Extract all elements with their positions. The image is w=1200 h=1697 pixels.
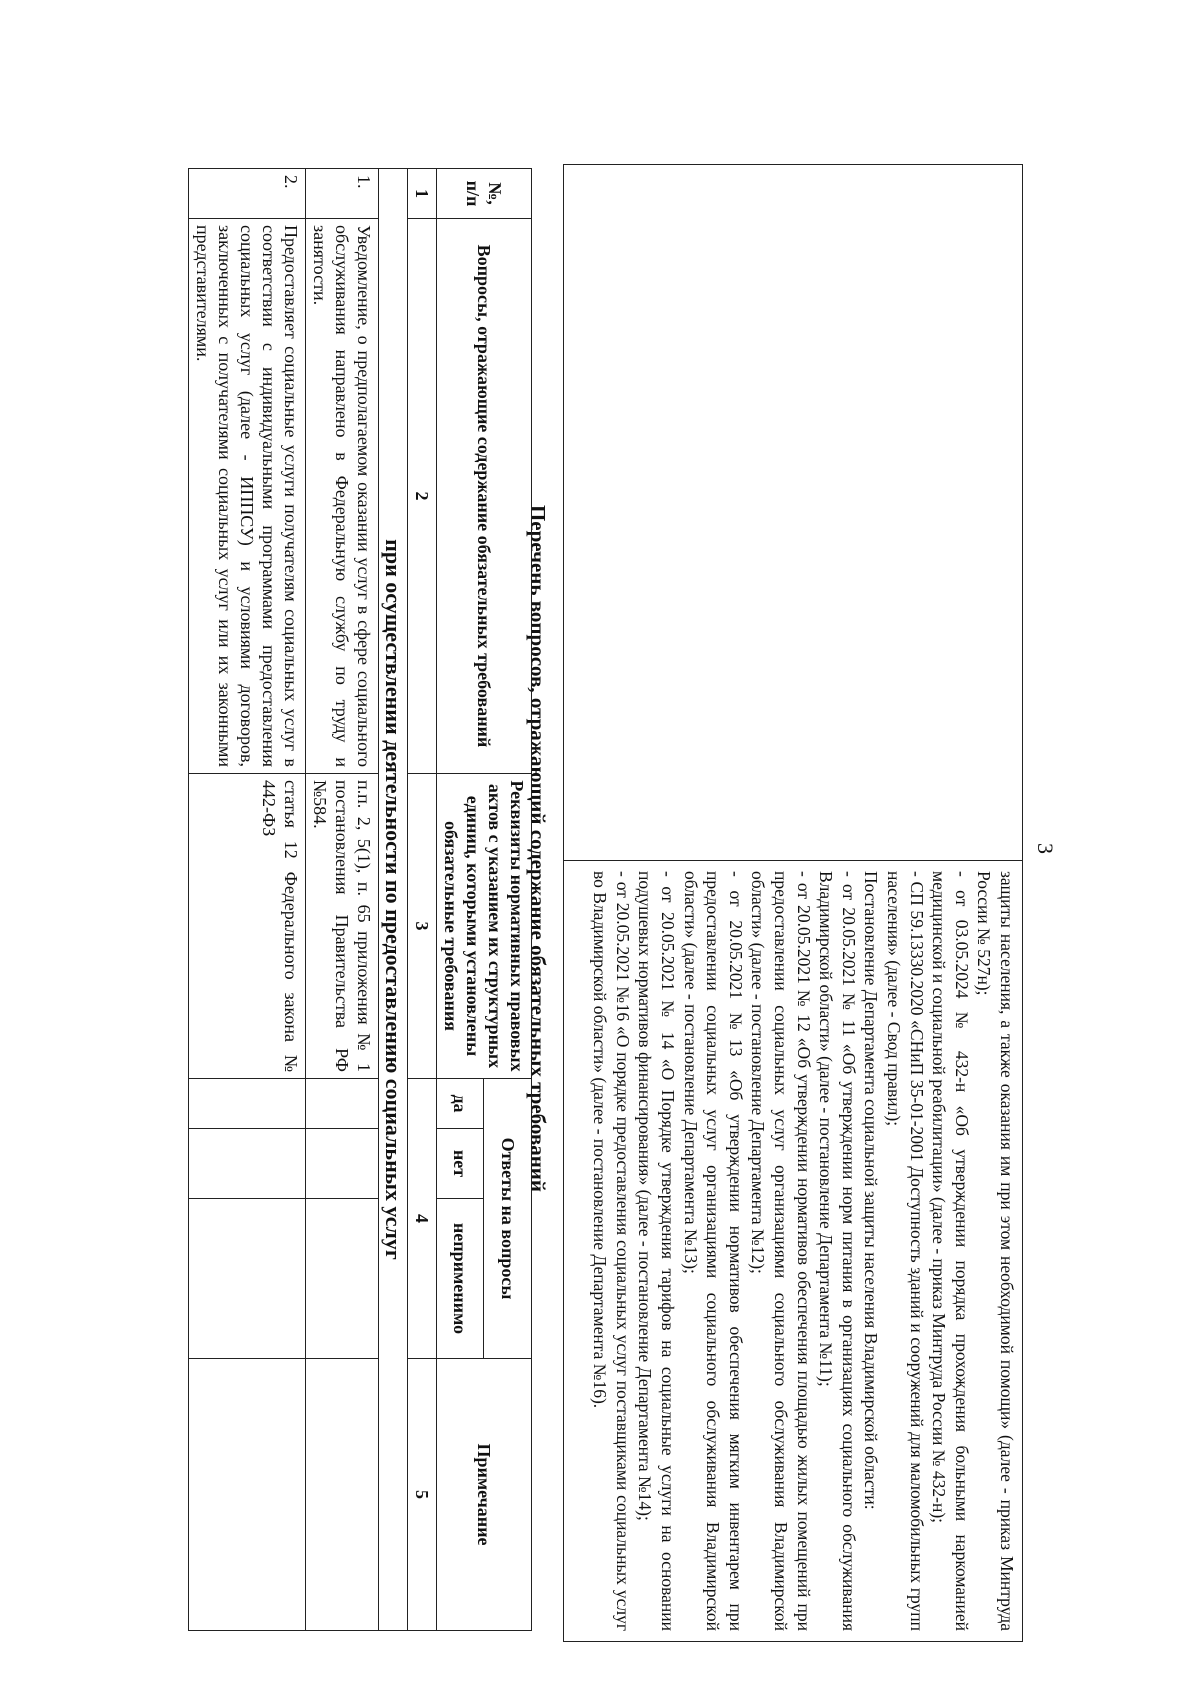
page-number: 3: [1033, 843, 1058, 854]
continuation-text-cell: [564, 861, 1022, 1641]
document-title: Перечень вопросов, отражающий содержание обязательных требований: [526, 504, 550, 1193]
header-yes: да: [437, 1079, 485, 1129]
continuation-line: - от 20.05.2021 № 12 «Об утверждении нормативов обеспечения площадью жилых помещений при предоставлении социальных услуг организациями социального обслуживания Владимирской области» (далее - постановление Департамента №12);: [748, 871, 814, 1631]
row-num: 2.: [189, 169, 306, 219]
note-cell[interactable]: [306, 1359, 379, 1631]
header-answers: Ответы на вопросы: [484, 1079, 532, 1359]
table-row: [189, 169, 306, 1631]
header-no: нет: [437, 1129, 485, 1199]
answer-na-cell[interactable]: [306, 1199, 379, 1359]
answer-no-cell[interactable]: [189, 1129, 306, 1199]
continuation-table: [563, 164, 1023, 1642]
continuation-line: - от 03.05.2024 № 432-н «Об утверждении порядка прохождения больными наркоманией медицинской и социальной реабилитации» (далее - приказ Минтруда России № 432-н);: [929, 871, 972, 1631]
continuation-line: - от 20.05.2021 № 11 «Об утверждении норм питания в организациях социального обслуживания Владимирской области» (далее - постановление Департамента №11);: [816, 871, 859, 1631]
continuation-line: - от 20.05.2021 №13 «Об утверждении нормативов обеспечения мягким инвентарем при предоставлении социальных услуг организациями социального обслуживания Владимирской области» (далее - постановление Департамента №13);: [680, 871, 746, 1631]
continuation-line: защиты населения, а также оказания им при этом необходимой помощи» (далее - приказ Минтруда России № 527н);: [974, 871, 1017, 1631]
answer-yes-cell[interactable]: [306, 1079, 379, 1129]
continuation-line: - от 20.05.2021 № 14 «О Порядке утверждения тарифов на социальные услуги на основании подушевых нормативов финансирования» (далее - постановление Департамента №14);: [635, 871, 679, 1631]
header-note: Примечание: [437, 1359, 532, 1631]
header-num: №, п/п: [437, 169, 532, 219]
header-na: неприменимо: [437, 1199, 485, 1359]
col-number: 4: [408, 1079, 437, 1359]
row-num: 1.: [306, 169, 379, 219]
continuation-empty-cell: [564, 165, 1022, 861]
continuation-line: - СП 59.13330.2020 «СНиП 35-01-2001 Доступность зданий и сооружений для маломобильных групп населения» (далее - Свод правил);: [884, 871, 927, 1631]
section-row: [379, 169, 408, 1631]
continuation-line: - от 20.05.2021 №16 «О порядке предоставления социальных услуг поставщиками социальных услуг во Владимирской области» (далее - постановление Департамента №16).: [590, 871, 633, 1631]
answer-na-cell[interactable]: [189, 1199, 306, 1359]
header-questions: Вопросы, отражающие содержание обязательных требований: [437, 219, 532, 774]
row-requisite: п.п. 2, 5(1), п. 65 приложения № 1 постановления Правительства РФ №584.: [306, 774, 379, 1079]
col-number: 2: [408, 219, 437, 774]
column-number-row: [408, 169, 437, 1631]
row-question: Предоставляет социальные услуги получателям социальных услуг в соответствии с индивидуальными программами предоставления социальных услуг (далее - ИППСУ) и условиями договоров, заключенных с получателями социальных услуг или их законными представителями.: [189, 219, 306, 774]
table-row: [306, 169, 379, 1631]
header-row: [484, 169, 532, 1631]
row-requisite: статья 12 Федерального закона № 442-ФЗ: [189, 774, 306, 1079]
col-number: 5: [408, 1359, 437, 1631]
header-requisites: Реквизиты нормативных правовых актов с указанием их структурных единиц, которыми установлены обязательные требования: [437, 774, 532, 1079]
answer-no-cell[interactable]: [306, 1129, 379, 1199]
answer-yes-cell[interactable]: [189, 1079, 306, 1129]
row-question: Уведомление, о предполагаемом оказании услуг в сфере социального обслуживания направлено в Федеральную службу по труду и занятости.: [306, 219, 379, 774]
note-cell[interactable]: [189, 1359, 306, 1631]
continuation-line: Постановление Департамента социальной защиты населения Владимирской области:: [861, 871, 882, 1510]
section-title: при осуществлении деятельности по предоставлению социальных услуг: [379, 169, 408, 1631]
col-number: 3: [408, 774, 437, 1079]
col-number: 1: [408, 169, 437, 219]
requirements-table: [188, 168, 532, 1631]
